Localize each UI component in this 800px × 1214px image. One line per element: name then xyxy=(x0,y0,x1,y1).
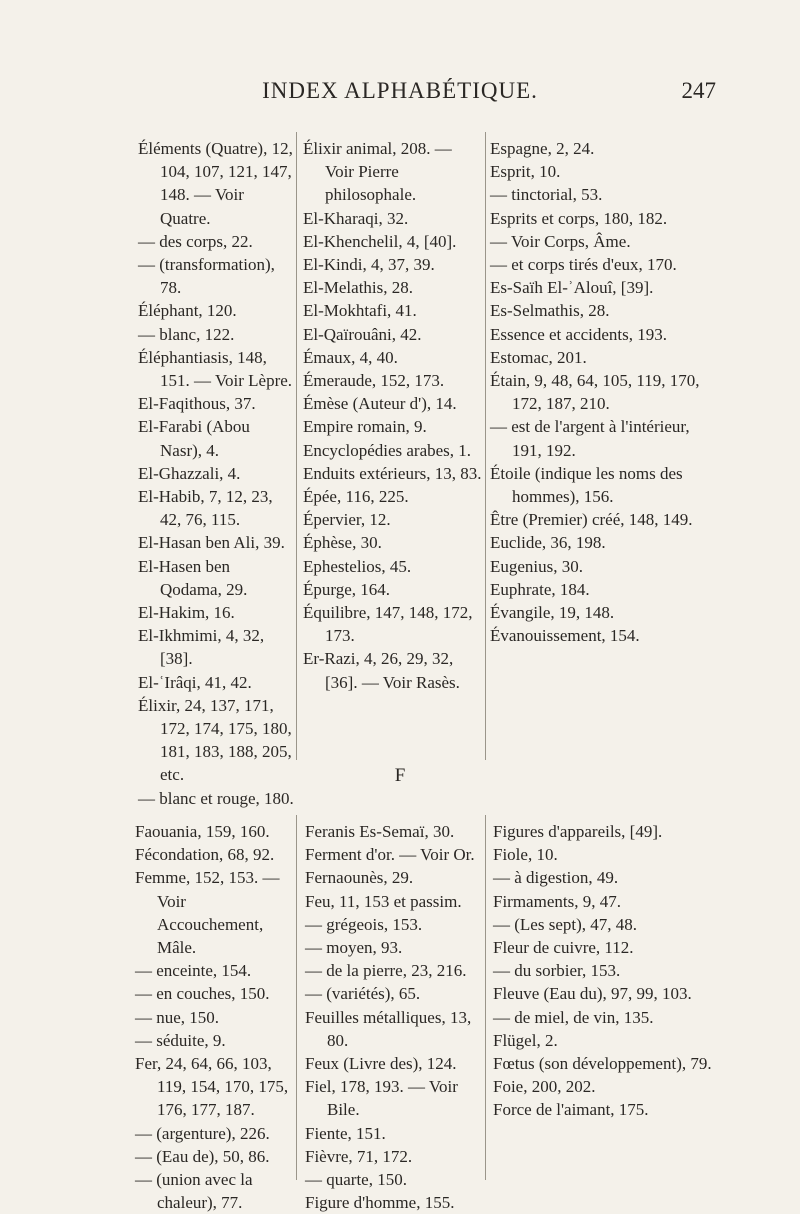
index-entry: — séduite, 9. xyxy=(135,1030,226,1050)
index-entry: Feuilles métalliques, 13, 80. xyxy=(305,1007,472,1050)
index-entry: Fiente, 151. xyxy=(305,1123,386,1143)
index-entry: El-ʿIrâqi, 41, 42. xyxy=(138,672,252,692)
index-entry: Flügel, 2. xyxy=(493,1030,558,1050)
index-column-e1 xyxy=(138,137,296,810)
index-entry: El-Ghazzali, 4. xyxy=(138,463,241,483)
index-entry: — moyen, 93. xyxy=(305,938,403,958)
index-entry: Épée, 116, 225. xyxy=(303,487,409,507)
index-entry: El-Melathis, 28. xyxy=(303,278,414,298)
index-entry: Firmaments, 9, 47. xyxy=(493,891,621,911)
index-entry: Fièvre, 71, 172. xyxy=(305,1146,413,1166)
column-divider xyxy=(485,815,486,1180)
index-entry: Euclide, 36, 198. xyxy=(490,533,606,553)
index-entry: Faouania, 159, 160. xyxy=(135,822,270,841)
index-entry: — (union avec la chaleur), 77. xyxy=(135,1170,253,1213)
index-column-e2 xyxy=(303,137,483,694)
index-entry: — de miel, de vin, 135. xyxy=(493,1007,654,1027)
index-entry: El-Faqithous, 37. xyxy=(138,394,256,414)
index-entry: Éphèse, 30. xyxy=(303,533,382,553)
index-entry: El-Hasan ben Ali, 39. xyxy=(138,533,285,553)
index-entry: Feux (Livre des), 124. xyxy=(305,1054,457,1074)
index-entry: Épervier, 12. xyxy=(303,510,391,530)
index-entry: El-Kindi, 4, 37, 39. xyxy=(303,255,435,275)
index-entry: — (Eau de), 50, 86. xyxy=(135,1146,270,1166)
index-entry: — blanc, 122. xyxy=(138,324,235,344)
index-entry: Émaux, 4, 40. xyxy=(303,347,398,367)
index-entry: Fernaounès, 29. xyxy=(305,868,414,888)
index-entry: Es-Selmathis, 28. xyxy=(490,301,610,321)
index-entry: Femme, 152, 153. — Voir Accouchement, Mâle. xyxy=(135,868,280,958)
index-entry: Euphrate, 184. xyxy=(490,579,590,599)
index-entry: Évangile, 19, 148. xyxy=(490,603,615,623)
index-entry: Évanouissement, 154. xyxy=(490,626,640,646)
index-entry: Fleur de cuivre, 112. xyxy=(493,938,634,958)
index-entry: Foie, 200, 202. xyxy=(493,1077,596,1097)
index-entry: — de la pierre, 23, 216. xyxy=(305,961,467,981)
index-entry: — est de l'argent à l'intérieur, 191, 192. xyxy=(490,417,690,460)
page-number: 247 xyxy=(681,78,716,103)
index-entry: Éléphantiasis, 148, 151. — Voir Lèpre. xyxy=(138,347,293,391)
index-entry: — grégeois, 153. xyxy=(305,914,423,934)
index-entry: Éléments (Quatre), 12, 104, 107, 121, 147, 148. — Voir Quatre. xyxy=(138,139,293,228)
index-entry: Fiel, 178, 193. — Voir Bile. xyxy=(305,1077,458,1120)
index-entry: — du sorbier, 153. xyxy=(493,961,621,981)
index-entry: Feranis Es-Semaï, 30. xyxy=(305,822,455,841)
page-header xyxy=(0,78,800,114)
index-entry: Épurge, 164. xyxy=(303,579,391,599)
index-entry: Eugenius, 30. xyxy=(490,556,584,576)
index-entry: Feu, 11, 153 et passim. xyxy=(305,891,462,911)
index-entry: — enceinte, 154. xyxy=(135,961,252,981)
column-divider xyxy=(485,132,486,760)
index-entry: Esprit, 10. xyxy=(490,162,561,182)
index-entry: Étain, 9, 48, 64, 105, 119, 170, 172, 187, 210. xyxy=(490,371,700,414)
index-entry: Fer, 24, 64, 66, 103, 119, 154, 170, 175, 176, 177, 187. xyxy=(135,1054,289,1120)
index-entry: El-Habib, 7, 12, 23, 42, 76, 115. xyxy=(138,487,273,530)
index-entry: Fleuve (Eau du), 97, 99, 103. xyxy=(493,984,692,1004)
index-entry: El-Hasen ben Qodama, 29. xyxy=(138,556,248,599)
index-entry: Espagne, 2, 24. xyxy=(490,139,595,158)
index-entry: — (Les sept), 47, 48. xyxy=(493,914,638,934)
index-column-f3 xyxy=(493,820,713,1122)
index-entry: Es-Saïh El-ʾAlouî, [39]. xyxy=(490,278,654,298)
index-entry: El-Khenchelil, 4, [40]. xyxy=(303,231,457,251)
index-entry: Fécondation, 68, 92. xyxy=(135,845,275,865)
index-entry: El-Farabi (Abou Nasr), 4. xyxy=(138,417,250,460)
index-entry: — à digestion, 49. xyxy=(493,868,619,888)
index-entry: Fœtus (son développement), 79. xyxy=(493,1054,712,1074)
index-entry: — (transformation), 78. xyxy=(138,255,275,298)
index-entry: Être (Premier) créé, 148, 149. xyxy=(490,510,693,530)
index-entry: — (argenture), 226. xyxy=(135,1123,270,1143)
index-entry: Esprits et corps, 180, 182. xyxy=(490,208,668,228)
index-entry: Équilibre, 147, 148, 172, 173. xyxy=(303,603,473,646)
index-column-f2 xyxy=(305,820,485,1214)
index-entry: El-Kharaqi, 32. xyxy=(303,208,409,228)
index-column-f1 xyxy=(135,820,293,1214)
column-divider xyxy=(296,815,297,1180)
index-entry: Émeraude, 152, 173. xyxy=(303,371,445,391)
index-entry: — blanc et rouge, 180. xyxy=(138,788,294,808)
index-entry: Enduits extérieurs, 13, 83. xyxy=(303,463,482,483)
section-letter-f: F xyxy=(394,765,406,786)
index-entry: — des corps, 22. xyxy=(138,231,253,251)
index-entry: El-Ikhmimi, 4, 32, [38]. xyxy=(138,626,265,669)
index-entry: Encyclopédies arabes, 1. xyxy=(303,440,472,460)
index-entry: — quarte, 150. xyxy=(305,1170,407,1190)
index-entry: Force de l'aimant, 175. xyxy=(493,1100,649,1120)
index-entry: El-Mokhtafi, 41. xyxy=(303,301,417,321)
index-entry: — (variétés), 65. xyxy=(305,984,421,1004)
index-entry: Figure d'homme, 155. xyxy=(305,1193,455,1213)
index-entry: — et corps tirés d'eux, 170. xyxy=(490,255,677,275)
index-entry: Émèse (Auteur d'), 14. xyxy=(303,394,457,414)
index-entry: — Voir Corps, Âme. xyxy=(490,231,631,251)
index-entry: Estomac, 201. xyxy=(490,347,587,367)
index-entry: — tinctorial, 53. xyxy=(490,185,603,205)
index-entry: El-Hakim, 16. xyxy=(138,603,235,623)
index-entry: Ephestelios, 45. xyxy=(303,556,412,576)
column-divider xyxy=(296,132,297,760)
index-entry: Empire romain, 9. xyxy=(303,417,427,437)
index-entry: — nue, 150. xyxy=(135,1007,220,1027)
index-entry: Ferment d'or. — Voir Or. xyxy=(305,845,475,865)
index-entry: Élixir animal, 208. — Voir Pierre philosophale. xyxy=(303,139,452,205)
index-entry: — en couches, 150. xyxy=(135,984,270,1004)
index-entry: El-Qaïrouâni, 42. xyxy=(303,324,422,344)
index-column-e3 xyxy=(490,137,710,647)
index-entry: Éléphant, 120. xyxy=(138,301,237,321)
index-entry: Figures d'appareils, [49]. xyxy=(493,822,663,841)
index-entry: Er-Razi, 4, 26, 29, 32, [36]. — Voir Rasès. xyxy=(303,649,460,692)
index-entry: Étoile (indique les noms des hommes), 156. xyxy=(490,463,683,507)
index-entry: Essence et accidents, 193. xyxy=(490,324,668,344)
index-entry: Élixir, 24, 137, 171, 172, 174, 175, 180, 181, 183, 188, 205, etc. xyxy=(138,695,292,785)
page-title: INDEX ALPHABÉTIQUE. xyxy=(262,78,538,103)
index-entry: Fiole, 10. xyxy=(493,845,558,865)
